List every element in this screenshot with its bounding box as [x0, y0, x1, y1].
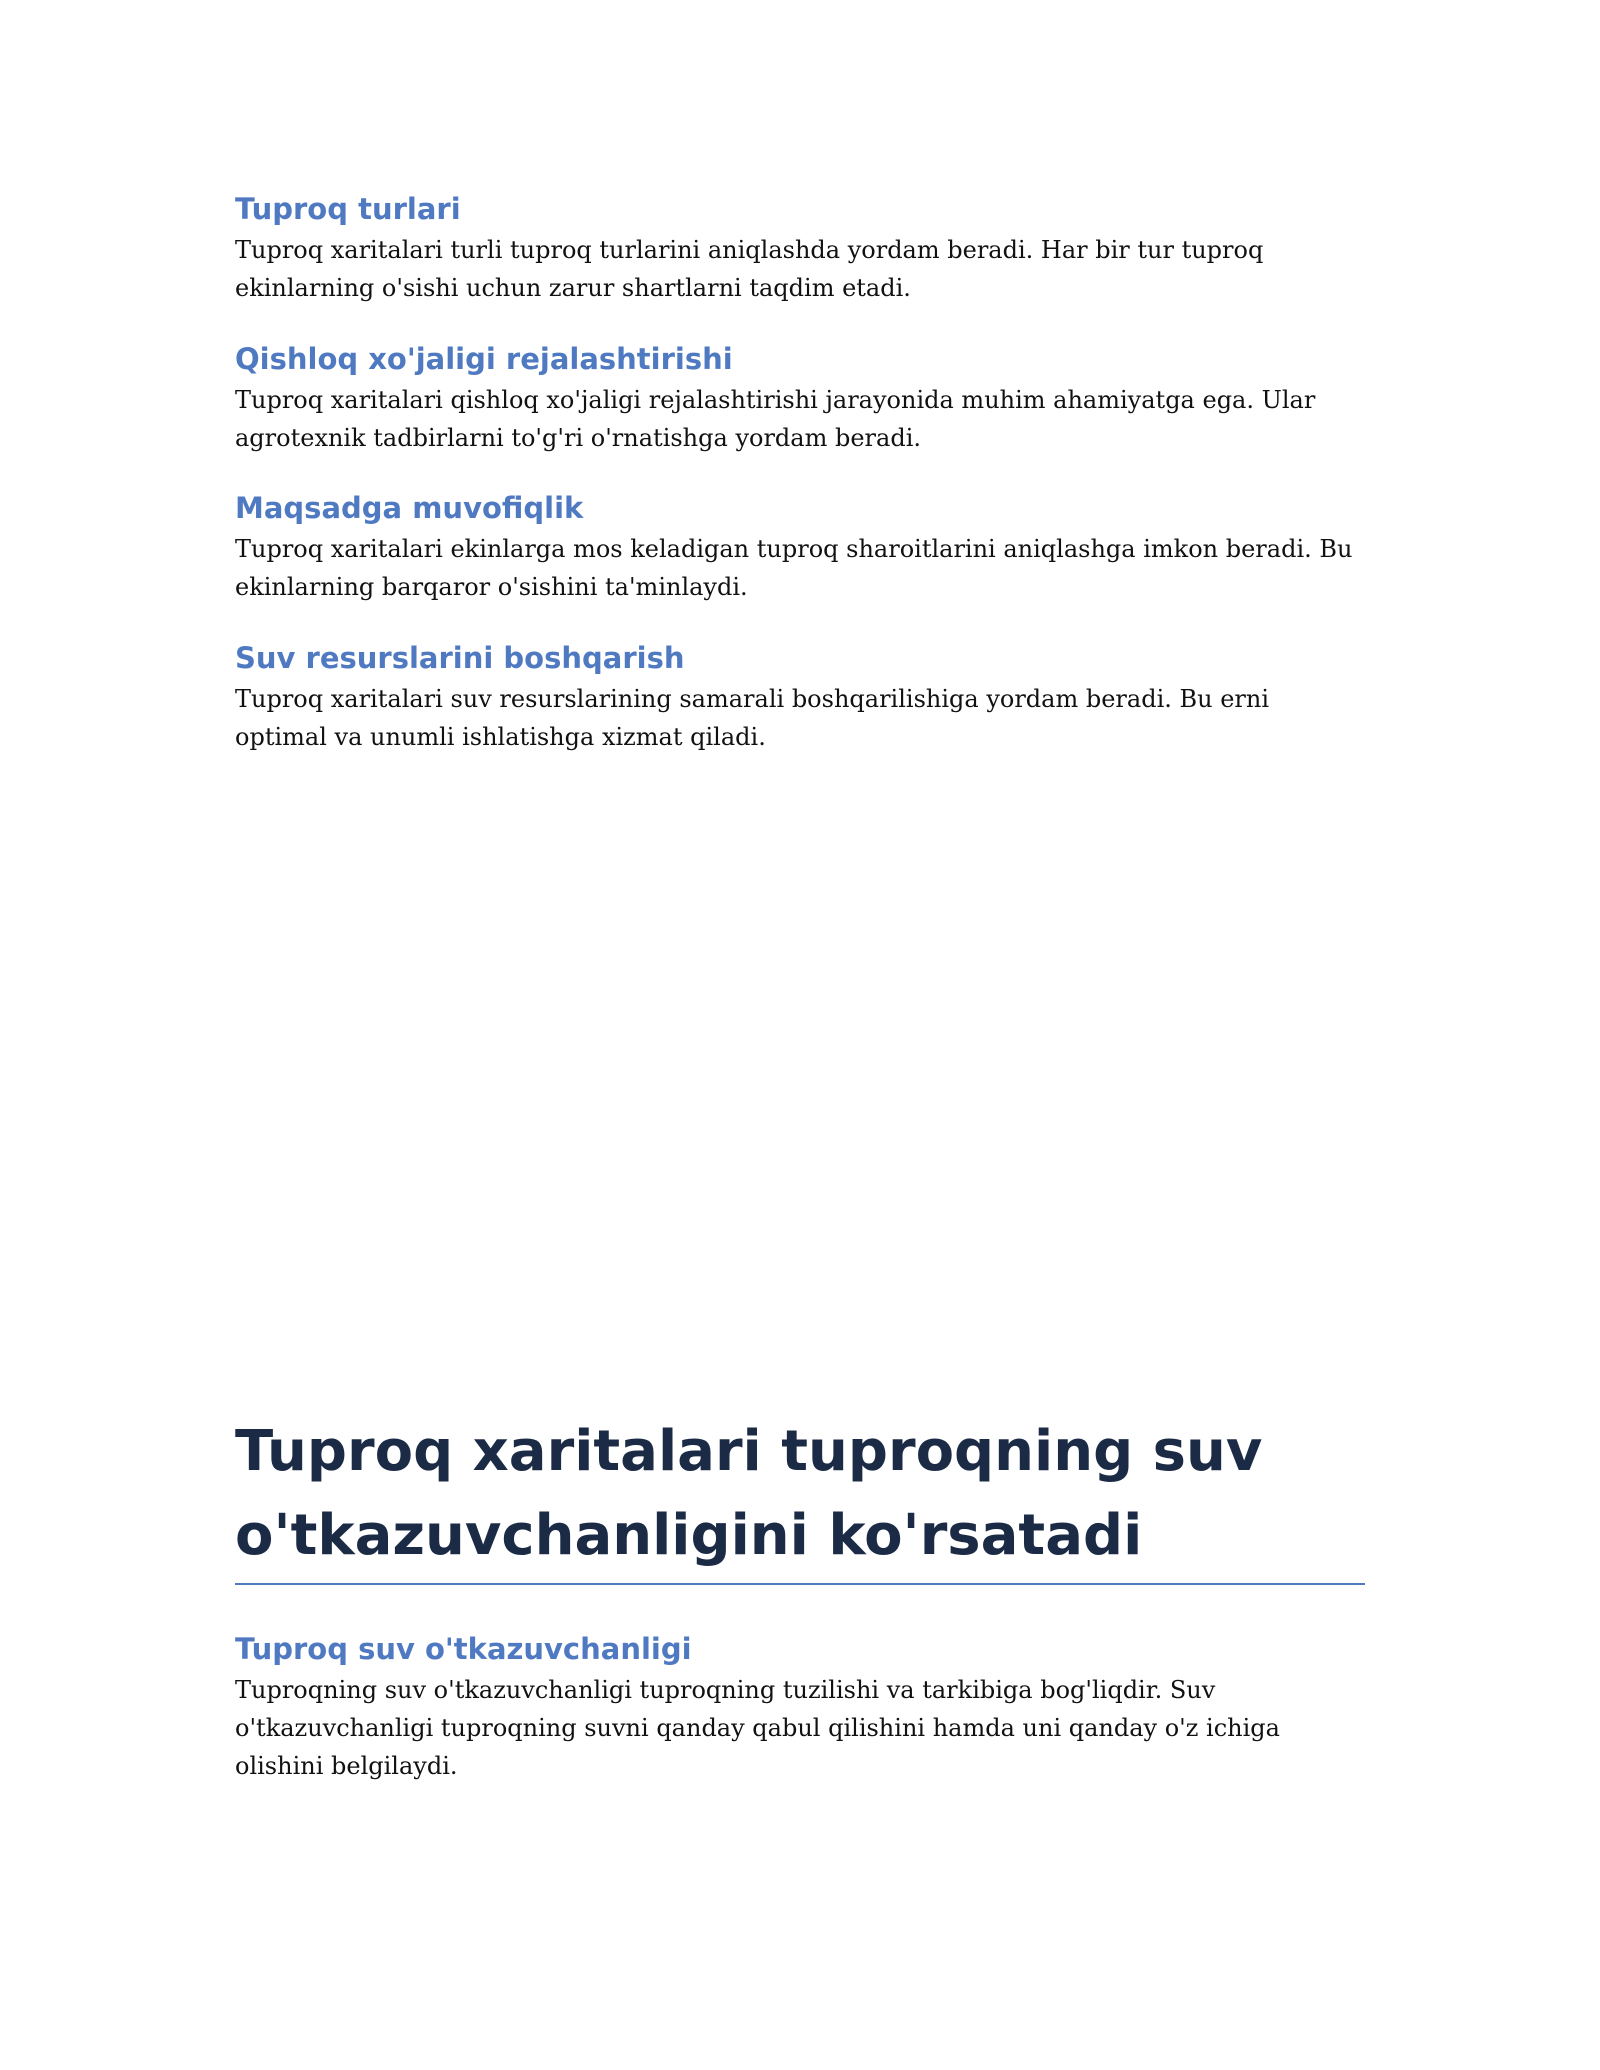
section-heading: Maqsadga muvofiqlik [235, 491, 584, 525]
section-paragraph: Tuproq xaritalari turli tuproq turlarini aniqlashda yordam beradi. Har bir tur tuproq ekinlarning o'sishi uchun zarur shartlarni taqdim etadi. [235, 236, 1264, 302]
page-title: Tuproq xaritalari tuproqning suv o'tkazuvchanligini ko'rsatadi [235, 1419, 1263, 1568]
section-heading: Suv resurslarini boshqarish [235, 641, 685, 675]
section-paragraph: Tuproq xaritalari ekinlarga mos keladigan tuproq sharoitlarini aniqlashga imkon beradi. Bu ekinlarning barqaror o'sishini ta'minlaydi. [235, 535, 1353, 601]
section-paragraph: Tuproqning suv o'tkazuvchanligi tuproqning tuzilishi va tarkibiga bog'liqdir. Suv o'tkazuvchanligi tuproqning suvni qanday qabul qilishini hamda uni qanday o'z ichiga olishini belgilaydi. [235, 1676, 1280, 1780]
section-heading: Tuproq turlari [235, 192, 461, 226]
section-paragraph: Tuproq xaritalari suv resurslarining samarali boshqarilishiga yordam beradi. Bu erni optimal va unumli ishlatishga xizmat qiladi. [235, 685, 1270, 751]
title-underline [235, 1583, 1365, 1585]
section-heading: Tuproq suv o'tkazuvchanligi [235, 1632, 692, 1666]
section-heading: Qishloq xo'jaligi rejalashtirishi [235, 342, 733, 376]
section-suv-resurslari [235, 638, 1365, 756]
section-tuproq-turlari [235, 189, 1365, 307]
section-suv-otkazuvchanligi [235, 1629, 1365, 1785]
section-paragraph: Tuproq xaritalari qishloq xo'jaligi rejalashtirishi jarayonida muhim ahamiyatga ega. Ular agrotexnik tadbirlarni to'g'ri o'rnatishga yordam beradi. [235, 386, 1316, 452]
section-maqsadga-muvofiqlik [235, 488, 1365, 606]
section-qishloq-xojaligi [235, 339, 1365, 457]
